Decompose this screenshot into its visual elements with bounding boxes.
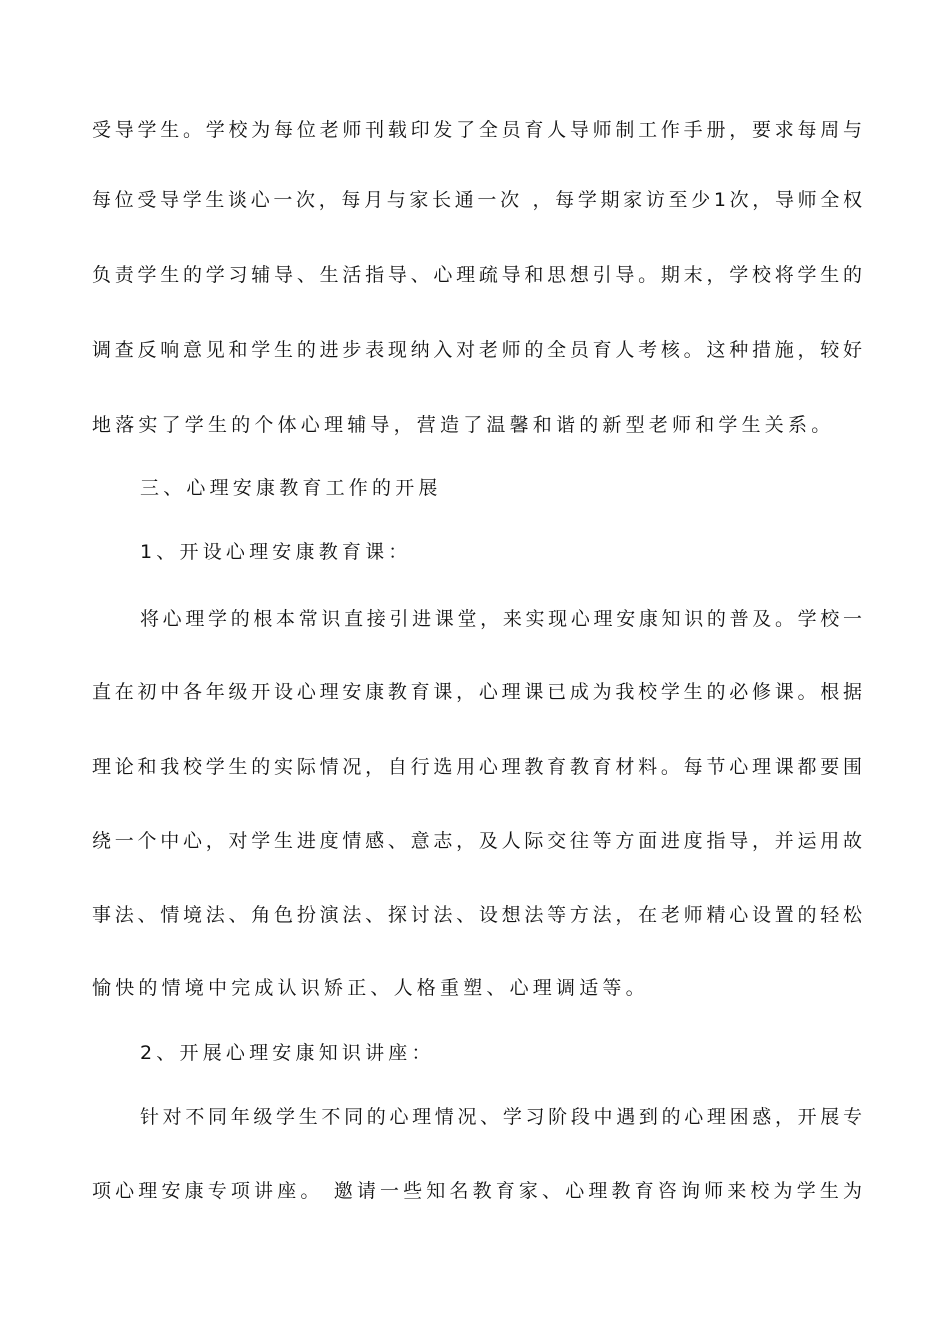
subsection-heading-1: 1、开设心理安康教育课：	[140, 541, 412, 563]
paragraph-line-11: 愉快的情境中完成认识矫正、人格重塑、心理调适等。	[92, 977, 649, 999]
paragraph-line-10: 事法、情境法、角色扮演法、探讨法、设想法等方法，在老师精心设置的轻松	[92, 904, 862, 926]
paragraph-line-8: 理论和我校学生的实际情况，自行选用心理教育教育材料。每节心理课都要围	[92, 756, 862, 778]
paragraph-line-13: 项心理安康专项讲座。 邀请一些知名教育家、心理教育咨询师来校为学生为	[92, 1180, 862, 1202]
paragraph-line-9: 绕一个中心，对学生进度情感、意志，及人际交往等方面进度指导，并运用故	[92, 830, 862, 852]
paragraph-line-12: 针对不同年级学生不同的心理情况、学习阶段中遇到的心理困惑，开展专	[140, 1106, 862, 1128]
paragraph-line-3: 负责学生的学习辅导、生活指导、心理疏导和思想引导。期末，学校将学生的	[92, 264, 862, 286]
paragraph-line-7: 直在初中各年级开设心理安康教育课，心理课已成为我校学生的必修课。根据	[92, 681, 862, 703]
section-heading: 三、心理安康教育工作的开展	[140, 477, 442, 499]
paragraph-line-6: 将心理学的根本常识直接引进课堂，来实现心理安康知识的普及。学校一	[140, 608, 862, 630]
paragraph-line-5: 地落实了学生的个体心理辅导，营造了温馨和谐的新型老师和学生关系。	[92, 414, 835, 436]
paragraph-line-2: 每位受导学生谈心一次，每月与家长通一次 ，每学期家访至少1次，导师全权	[92, 189, 862, 211]
subsection-heading-2: 2、开展心理安康知识讲座：	[140, 1042, 435, 1064]
paragraph-line-1: 受导学生。学校为每位老师刊载印发了全员育人导师制工作手册，要求每周与	[92, 119, 862, 141]
paragraph-line-4: 调查反响意见和学生的进步表现纳入对老师的全员育人考核。这种措施，较好	[92, 339, 862, 361]
